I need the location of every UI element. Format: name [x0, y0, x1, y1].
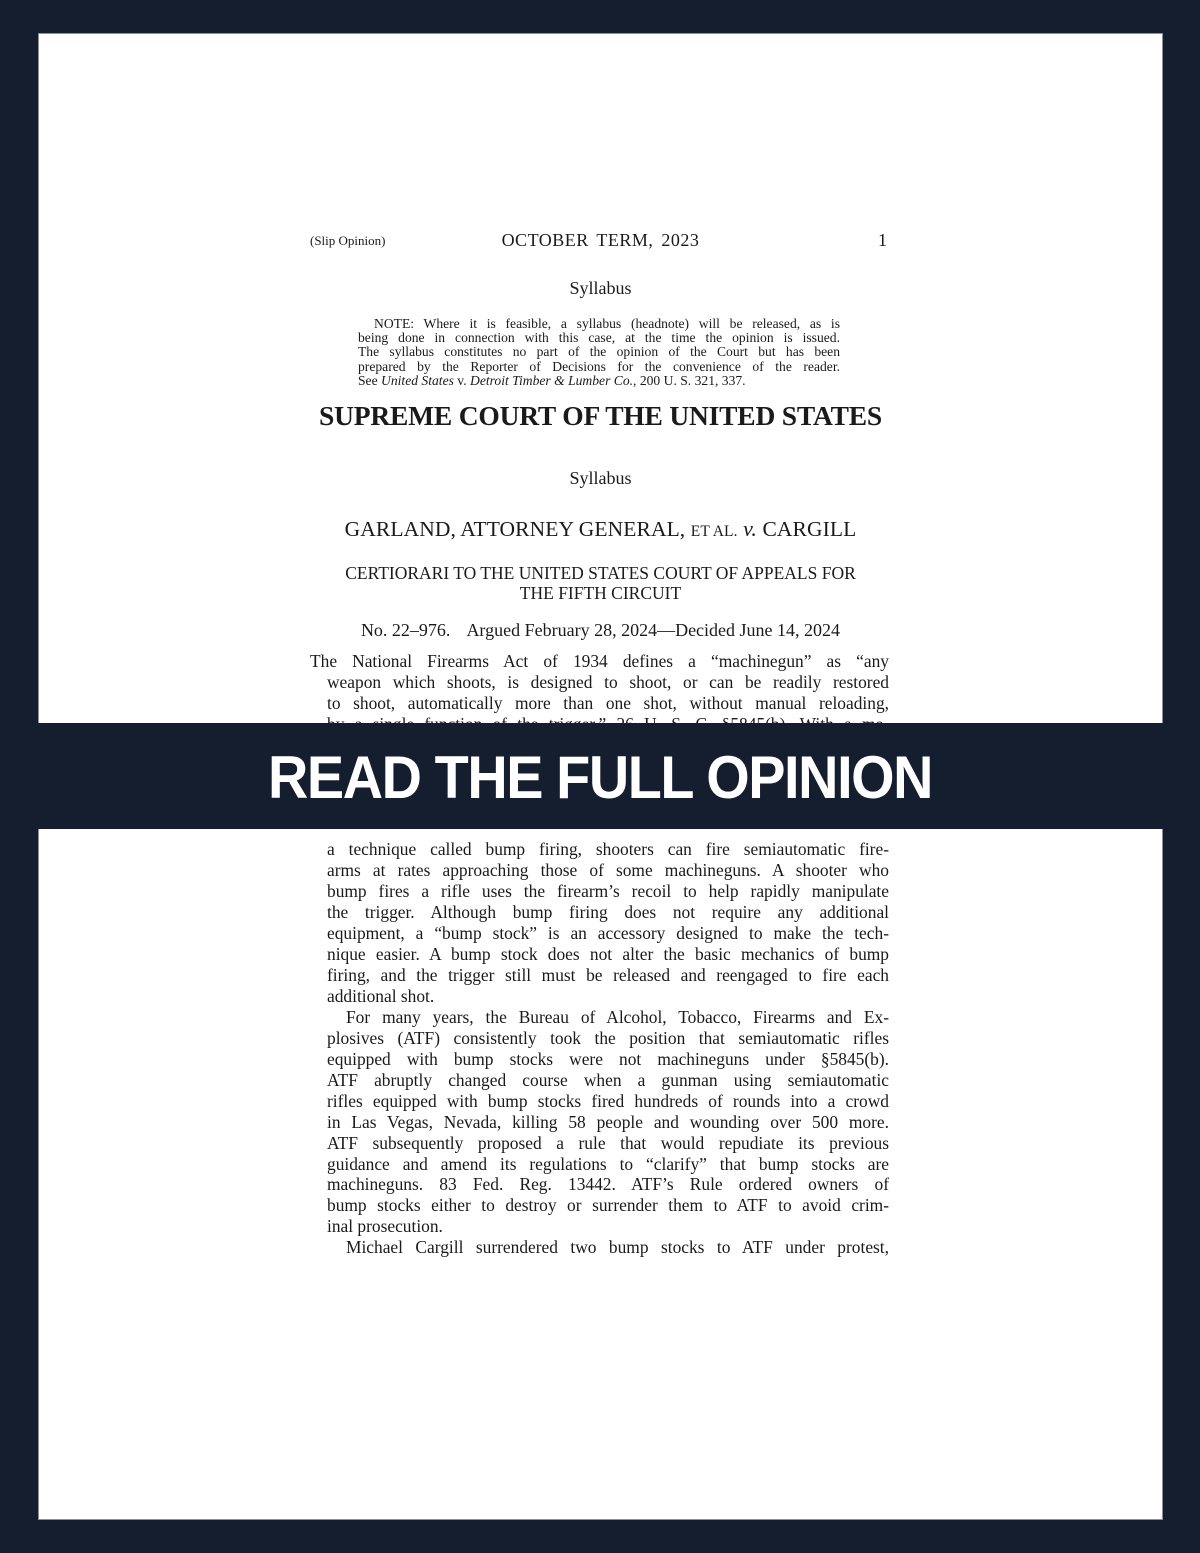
- docket-line: [39, 620, 1162, 641]
- body-line: plosives (ATF) consistently took the position that semiautomatic rifles: [327, 1027, 889, 1048]
- note-versus: v.: [453, 372, 471, 388]
- note-line: prepared by the Reporter of Decisions for the convenience of the reader.: [358, 358, 840, 374]
- body-line: the trigger. Although bump firing does not require any additional: [327, 902, 889, 923]
- body-line: guidance and amend its regulations to “clarify” that bump stocks are: [327, 1153, 889, 1174]
- syllabus-label: Syllabus: [569, 468, 632, 488]
- syllabus-note: [358, 317, 840, 388]
- note-line: NOTE: Where it is feasible, a syllabus (headnote) will be released, as is: [374, 316, 840, 331]
- syllabus-label-top: Syllabus: [569, 278, 632, 298]
- note-case-b: Detroit Timber & Lumber Co.,: [470, 372, 637, 388]
- case-title: [39, 516, 1162, 542]
- read-full-opinion-label[interactable]: READ THE FULL OPINION: [267, 744, 933, 811]
- body-line: equipped with bump stocks were not machineguns under §5845(b).: [327, 1048, 889, 1069]
- note-see: See: [358, 372, 382, 388]
- note-line: The syllabus constitutes no part of the opinion of the Court but has been: [358, 344, 840, 360]
- read-full-opinion-banner[interactable]: [0, 723, 1200, 829]
- body-line: a technique called bump firing, shooters can fire semiautomatic fire-: [327, 839, 889, 860]
- docket-number: No. 22–976.: [360, 620, 451, 640]
- certiorari-line-1: CERTIORARI TO THE UNITED STATES COURT OF APPEALS FOR: [345, 563, 856, 583]
- term-header: OCTOBER TERM, 2023: [501, 230, 700, 250]
- versus: v.: [737, 516, 757, 541]
- body-line: weapon which shoots, is designed to shoot, or can be readily restored: [327, 671, 889, 692]
- body-line: bump stocks either to destroy or surrender them to ATF to avoid crim-: [327, 1195, 889, 1216]
- body-line: rifles equipped with bump stocks fired hundreds of rounds into a crowd: [327, 1090, 889, 1111]
- et-al: ET AL.: [690, 523, 738, 540]
- body-line: in Las Vegas, Nevada, killing 58 people and wounding over 500 more.: [327, 1111, 889, 1132]
- docket-dates: Argued February 28, 2024—Decided June 14, 2024: [466, 620, 841, 640]
- body-line: For many years, the Bureau of Alcohol, Tobacco, Firearms and Ex-: [346, 1006, 889, 1027]
- court-name-heading: SUPREME COURT OF THE UNITED STATES: [319, 400, 882, 431]
- body-line: ATF subsequently proposed a rule that would repudiate its previous: [327, 1132, 889, 1153]
- petitioner: GARLAND, ATTORNEY GENERAL,: [344, 517, 691, 541]
- body-line: Michael Cargill surrendered two bump stocks to ATF under protest,: [346, 1237, 889, 1258]
- body-line: machineguns. 83 Fed. Reg. 13442. ATF’s Rule ordered owners of: [327, 1174, 889, 1195]
- body-line: arms at rates approaching those of some machineguns. A shooter who: [327, 860, 889, 881]
- note-citation-line: [358, 374, 840, 388]
- body-line: bump fires a rifle uses the firearm’s recoil to help rapidly manipulate: [327, 881, 889, 902]
- note-cite: 200 U. S. 321, 337.: [636, 372, 746, 388]
- body-line: The National Firearms Act of 1934 defines a “machinegun” as “any: [310, 651, 889, 671]
- page-number: 1: [878, 230, 887, 250]
- body-line: nique easier. A bump stock does not alter the basic mechanics of bump: [327, 944, 889, 965]
- respondent: CARGILL: [757, 517, 857, 541]
- body-line: inal prosecution.: [327, 1216, 443, 1237]
- note-line: being done in connection with this case, at the time the opinion is issued.: [358, 330, 840, 346]
- body-line: equipment, a “bump stock” is an accessory designed to make the tech-: [327, 923, 889, 944]
- certiorari-line-2: THE FIFTH CIRCUIT: [519, 583, 682, 603]
- body-line: ATF abruptly changed course when a gunman using semiautomatic: [327, 1069, 889, 1090]
- body-line: to shoot, automatically more than one shot, without manual reloading,: [327, 692, 889, 713]
- body-line: additional shot.: [327, 986, 435, 1006]
- body-line: firing, and the trigger still must be released and reengaged to fire each: [327, 965, 889, 986]
- note-case-a: United States: [381, 372, 454, 388]
- slip-opinion-label: (Slip Opinion): [310, 233, 386, 248]
